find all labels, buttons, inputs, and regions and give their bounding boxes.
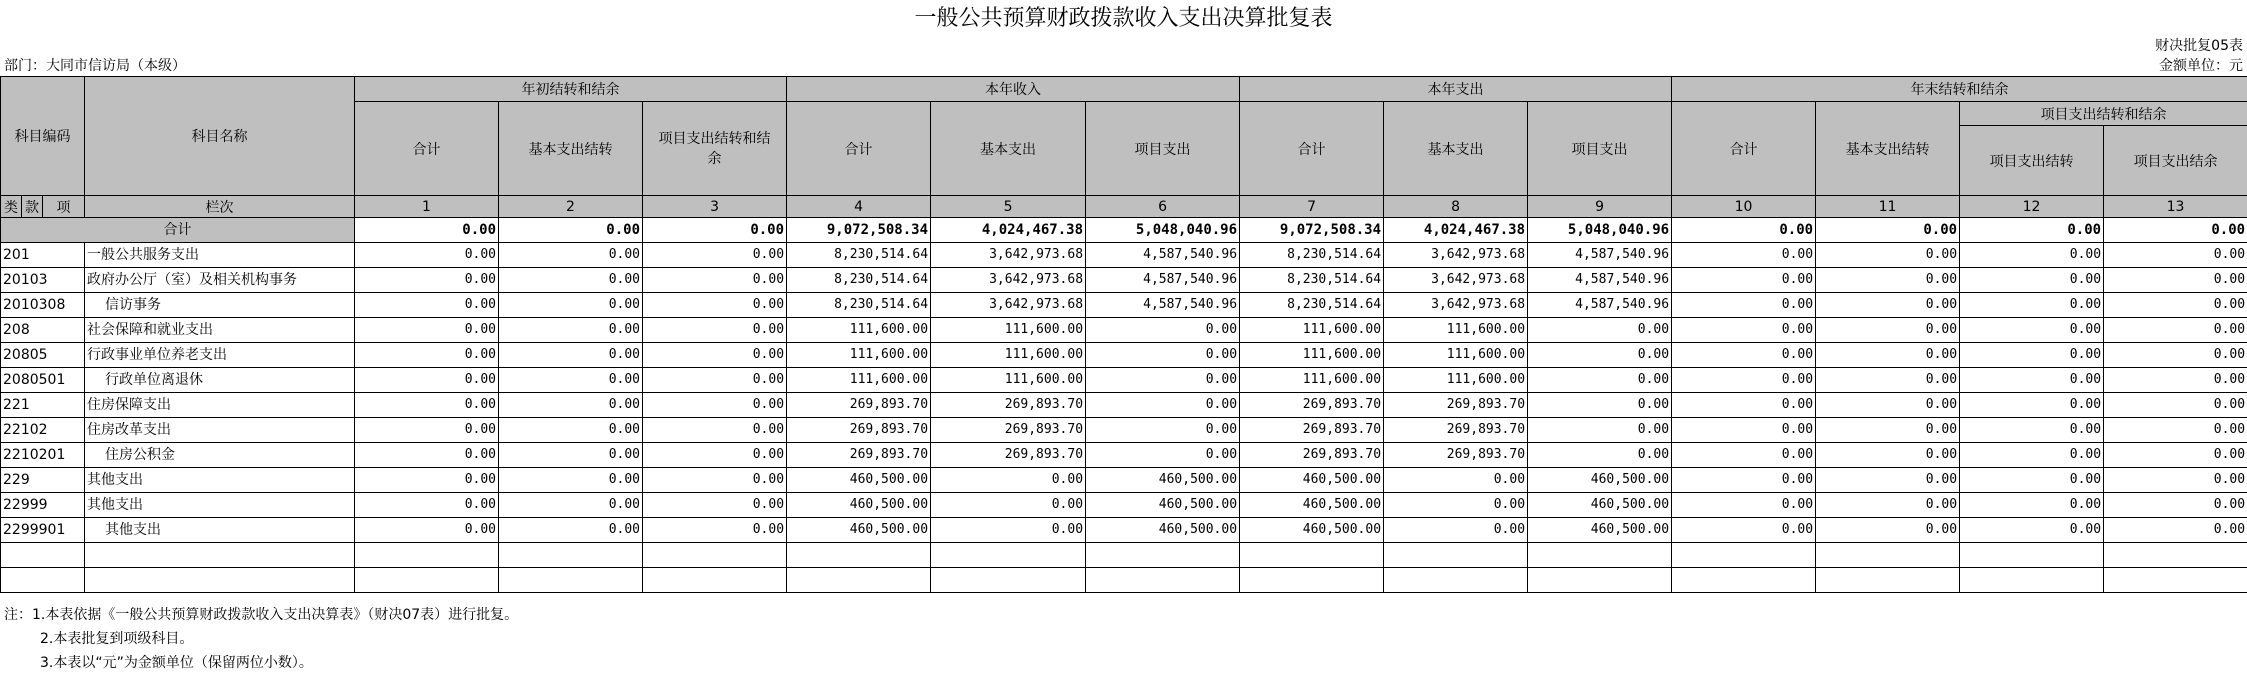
subject-name-cell[interactable]: 其他支出: [85, 493, 355, 518]
amount-cell[interactable]: 460,500.00: [1240, 468, 1384, 493]
amount-cell[interactable]: 0.00: [643, 443, 787, 468]
subject-name-cell[interactable]: 社会保障和就业支出: [85, 318, 355, 343]
amount-cell[interactable]: 0.00: [1960, 243, 2104, 268]
empty-cell[interactable]: [1240, 543, 1384, 568]
empty-cell[interactable]: [2104, 543, 2247, 568]
header-subject-name: 科目名称: [85, 77, 355, 196]
amount-cell[interactable]: 0.00: [499, 518, 643, 543]
note-3: 3.本表以“元”为金额单位（保留两位小数）。: [40, 655, 313, 671]
department-label: 部门：大同市信访局（本级）: [4, 58, 186, 74]
amount-cell[interactable]: 3,642,973.68: [1384, 268, 1528, 293]
header-current-expense: 本年支出: [1240, 77, 1672, 102]
amount-cell[interactable]: 0.00: [1672, 493, 1816, 518]
empty-cell[interactable]: [931, 543, 1086, 568]
total-cell[interactable]: 9,072,508.34: [787, 218, 931, 243]
column-number: 7: [1240, 196, 1384, 218]
amount-cell[interactable]: 460,500.00: [787, 468, 931, 493]
page-title: 一般公共预算财政拨款收入支出决算批复表: [914, 6, 1333, 31]
empty-cell[interactable]: [643, 568, 787, 593]
amount-cell[interactable]: 0.00: [1086, 368, 1240, 393]
subject-code-cell[interactable]: 2210201: [1, 443, 85, 468]
amount-cell[interactable]: 111,600.00: [931, 368, 1086, 393]
header-col-13: 项目支出结余: [2104, 126, 2247, 196]
amount-cell[interactable]: 0.00: [1528, 368, 1672, 393]
amount-cell[interactable]: 0.00: [1672, 293, 1816, 318]
amount-cell[interactable]: 0.00: [1816, 318, 1960, 343]
amount-cell[interactable]: 0.00: [643, 493, 787, 518]
amount-cell[interactable]: 0.00: [1672, 318, 1816, 343]
amount-cell[interactable]: 0.00: [2104, 418, 2247, 443]
subject-name-cell[interactable]: 信访事务: [85, 293, 355, 318]
amount-cell[interactable]: 0.00: [1528, 343, 1672, 368]
unit-label: 金额单位：元: [2159, 58, 2243, 74]
amount-cell[interactable]: 0.00: [1384, 518, 1528, 543]
amount-cell[interactable]: 460,500.00: [1240, 518, 1384, 543]
amount-cell[interactable]: 0.00: [1960, 393, 2104, 418]
total-cell[interactable]: 0.00: [355, 218, 499, 243]
amount-cell[interactable]: 111,600.00: [931, 343, 1086, 368]
empty-cell[interactable]: [931, 568, 1086, 593]
header-item: 项: [43, 196, 85, 218]
amount-cell[interactable]: 0.00: [931, 493, 1086, 518]
subject-name-cell[interactable]: 住房保障支出: [85, 393, 355, 418]
total-cell[interactable]: 5,048,040.96: [1086, 218, 1240, 243]
amount-cell[interactable]: 0.00: [1528, 443, 1672, 468]
subject-code-cell[interactable]: 208: [1, 318, 85, 343]
table-row: [1, 318, 2247, 343]
amount-cell[interactable]: 0.00: [643, 393, 787, 418]
subject-code-cell[interactable]: 2010308: [1, 293, 85, 318]
amount-cell[interactable]: 4,587,540.96: [1086, 268, 1240, 293]
amount-cell[interactable]: 0.00: [499, 418, 643, 443]
amount-cell[interactable]: 0.00: [1528, 318, 1672, 343]
empty-cell[interactable]: [499, 543, 643, 568]
empty-cell[interactable]: [85, 568, 355, 593]
amount-cell[interactable]: 3,642,973.68: [931, 268, 1086, 293]
amount-cell[interactable]: 0.00: [1960, 443, 2104, 468]
amount-cell[interactable]: 460,500.00: [1240, 493, 1384, 518]
column-number: 4: [787, 196, 931, 218]
subject-code-cell[interactable]: 20805: [1, 343, 85, 368]
header-current-income: 本年收入: [787, 77, 1240, 102]
column-number: 1: [355, 196, 499, 218]
table-row: [1, 268, 2247, 293]
total-cell[interactable]: 9,072,508.34: [1240, 218, 1384, 243]
header-col-6: 项目支出: [1086, 102, 1240, 196]
amount-cell[interactable]: 3,642,973.68: [1384, 243, 1528, 268]
table-row: [1, 443, 2247, 468]
amount-cell[interactable]: 269,893.70: [787, 393, 931, 418]
form-number: 财决批复05表: [2155, 38, 2243, 54]
column-number: 6: [1086, 196, 1240, 218]
amount-cell[interactable]: 0.00: [2104, 243, 2247, 268]
amount-cell[interactable]: 0.00: [499, 443, 643, 468]
header-subject-code: 科目编码: [1, 77, 85, 196]
subject-name-cell[interactable]: 住房改革支出: [85, 418, 355, 443]
amount-cell[interactable]: 111,600.00: [1240, 318, 1384, 343]
column-number: 8: [1384, 196, 1528, 218]
empty-cell[interactable]: [1528, 543, 1672, 568]
amount-cell[interactable]: 0.00: [1816, 493, 1960, 518]
amount-cell[interactable]: 0.00: [1672, 343, 1816, 368]
empty-cell[interactable]: [1240, 568, 1384, 593]
amount-cell[interactable]: 0.00: [2104, 318, 2247, 343]
total-cell[interactable]: 4,024,467.38: [1384, 218, 1528, 243]
amount-cell[interactable]: 269,893.70: [1240, 443, 1384, 468]
amount-cell[interactable]: 8,230,514.64: [787, 268, 931, 293]
amount-cell[interactable]: 3,642,973.68: [931, 293, 1086, 318]
header-col-10: 合计: [1672, 102, 1816, 196]
approval-table: [0, 76, 2247, 593]
subject-name-cell[interactable]: 其他支出: [85, 468, 355, 493]
amount-cell[interactable]: 0.00: [1816, 268, 1960, 293]
empty-cell[interactable]: [1086, 543, 1240, 568]
table-row: [1, 493, 2247, 518]
amount-cell[interactable]: 0.00: [1960, 518, 2104, 543]
amount-cell[interactable]: 8,230,514.64: [787, 243, 931, 268]
header-class: 类: [1, 196, 22, 218]
subject-name-cell[interactable]: 行政单位离退休: [85, 368, 355, 393]
notes: [4, 603, 518, 675]
subject-code-cell[interactable]: 229: [1, 468, 85, 493]
amount-cell[interactable]: 0.00: [1528, 418, 1672, 443]
subject-name-cell[interactable]: 政府办公厅（室）及相关机构事务: [85, 268, 355, 293]
amount-cell[interactable]: 0.00: [643, 243, 787, 268]
amount-cell[interactable]: 0.00: [355, 293, 499, 318]
amount-cell[interactable]: 269,893.70: [1384, 418, 1528, 443]
amount-cell[interactable]: 0.00: [1816, 468, 1960, 493]
amount-cell[interactable]: 460,500.00: [1528, 468, 1672, 493]
amount-cell[interactable]: 0.00: [2104, 518, 2247, 543]
amount-cell[interactable]: 8,230,514.64: [1240, 243, 1384, 268]
amount-cell[interactable]: 0.00: [1528, 393, 1672, 418]
amount-cell[interactable]: 0.00: [1816, 443, 1960, 468]
amount-cell[interactable]: 111,600.00: [1240, 343, 1384, 368]
total-cell[interactable]: 0.00: [1672, 218, 1816, 243]
amount-cell[interactable]: 269,893.70: [787, 443, 931, 468]
table-row: [1, 368, 2247, 393]
header-col-4: 合计: [787, 102, 931, 196]
amount-cell[interactable]: 0.00: [1672, 368, 1816, 393]
amount-cell[interactable]: 0.00: [1672, 393, 1816, 418]
amount-cell[interactable]: 4,587,540.96: [1528, 293, 1672, 318]
amount-cell[interactable]: 0.00: [1086, 443, 1240, 468]
column-number: 9: [1528, 196, 1672, 218]
empty-cell[interactable]: [1960, 568, 2104, 593]
amount-cell[interactable]: 0.00: [499, 268, 643, 293]
amount-cell[interactable]: 111,600.00: [787, 318, 931, 343]
subject-code-cell[interactable]: 22999: [1, 493, 85, 518]
amount-cell[interactable]: 0.00: [355, 368, 499, 393]
column-number: 5: [931, 196, 1086, 218]
amount-cell[interactable]: 269,893.70: [1240, 418, 1384, 443]
subject-code-cell[interactable]: 20103: [1, 268, 85, 293]
amount-cell[interactable]: 0.00: [355, 418, 499, 443]
total-cell[interactable]: 0.00: [2104, 218, 2247, 243]
amount-cell[interactable]: 0.00: [2104, 493, 2247, 518]
amount-cell[interactable]: 8,230,514.64: [1240, 268, 1384, 293]
amount-cell[interactable]: 0.00: [2104, 393, 2247, 418]
total-cell[interactable]: 0.00: [499, 218, 643, 243]
subject-code-cell[interactable]: 201: [1, 243, 85, 268]
amount-cell[interactable]: 3,642,973.68: [931, 243, 1086, 268]
amount-cell[interactable]: 0.00: [499, 293, 643, 318]
amount-cell[interactable]: 0.00: [643, 268, 787, 293]
amount-cell[interactable]: 269,893.70: [1384, 393, 1528, 418]
amount-cell[interactable]: 0.00: [1086, 318, 1240, 343]
empty-cell[interactable]: [355, 543, 499, 568]
amount-cell[interactable]: 0.00: [1960, 293, 2104, 318]
amount-cell[interactable]: 0.00: [1960, 318, 2104, 343]
header-col-12: 项目支出结转: [1960, 126, 2104, 196]
column-number: 3: [643, 196, 787, 218]
total-row: [1, 218, 2247, 243]
amount-cell[interactable]: 0.00: [931, 468, 1086, 493]
empty-cell[interactable]: [499, 568, 643, 593]
empty-cell[interactable]: [1384, 568, 1528, 593]
header-col-1: 合计: [355, 102, 499, 196]
amount-cell[interactable]: 0.00: [1960, 493, 2104, 518]
header-column-label: 栏次: [85, 196, 355, 218]
amount-cell[interactable]: 0.00: [499, 243, 643, 268]
amount-cell[interactable]: 0.00: [1384, 468, 1528, 493]
amount-cell[interactable]: 0.00: [355, 443, 499, 468]
amount-cell[interactable]: 0.00: [1960, 343, 2104, 368]
amount-cell[interactable]: 0.00: [2104, 368, 2247, 393]
amount-cell[interactable]: 269,893.70: [1384, 443, 1528, 468]
amount-cell[interactable]: 0.00: [1816, 518, 1960, 543]
amount-cell[interactable]: 0.00: [2104, 268, 2247, 293]
header-col-2: 基本支出结转: [499, 102, 643, 196]
amount-cell[interactable]: 4,587,540.96: [1528, 268, 1672, 293]
amount-cell[interactable]: 0.00: [499, 393, 643, 418]
amount-cell[interactable]: 0.00: [643, 518, 787, 543]
total-cell[interactable]: 0.00: [1960, 218, 2104, 243]
amount-cell[interactable]: 111,600.00: [1240, 368, 1384, 393]
empty-cell[interactable]: [643, 543, 787, 568]
amount-cell[interactable]: 0.00: [1960, 468, 2104, 493]
empty-cell[interactable]: [1086, 568, 1240, 593]
amount-cell[interactable]: 460,500.00: [787, 493, 931, 518]
empty-row: [1, 568, 2247, 593]
subject-code-cell[interactable]: 22102: [1, 418, 85, 443]
amount-cell[interactable]: 0.00: [499, 468, 643, 493]
header-col-3: 项目支出结转和结余: [643, 102, 787, 196]
table-row: [1, 393, 2247, 418]
table-body: [1, 218, 2247, 593]
amount-cell[interactable]: 0.00: [355, 318, 499, 343]
amount-cell[interactable]: 0.00: [2104, 468, 2247, 493]
amount-cell[interactable]: 0.00: [931, 518, 1086, 543]
table-row: [1, 518, 2247, 543]
amount-cell[interactable]: 0.00: [643, 468, 787, 493]
subject-code-cell[interactable]: 221: [1, 393, 85, 418]
empty-cell[interactable]: [1960, 543, 2104, 568]
header-col-8: 基本支出: [1384, 102, 1528, 196]
amount-cell[interactable]: 4,587,540.96: [1086, 243, 1240, 268]
note-2: 2.本表批复到项级科目。: [40, 631, 194, 647]
column-number: 11: [1816, 196, 1960, 218]
amount-cell[interactable]: 0.00: [355, 268, 499, 293]
subject-name-cell[interactable]: 其他支出: [85, 518, 355, 543]
header-begin-balance: 年初结转和结余: [355, 77, 787, 102]
amount-cell[interactable]: 0.00: [643, 318, 787, 343]
amount-cell[interactable]: 111,600.00: [1384, 343, 1528, 368]
amount-cell[interactable]: 0.00: [2104, 343, 2247, 368]
amount-cell[interactable]: 0.00: [643, 343, 787, 368]
amount-cell[interactable]: 460,500.00: [1528, 493, 1672, 518]
amount-cell[interactable]: 269,893.70: [931, 418, 1086, 443]
amount-cell[interactable]: 0.00: [643, 368, 787, 393]
amount-cell[interactable]: 460,500.00: [1086, 468, 1240, 493]
amount-cell[interactable]: 0.00: [499, 318, 643, 343]
empty-cell[interactable]: [1384, 543, 1528, 568]
amount-cell[interactable]: 111,600.00: [1384, 318, 1528, 343]
amount-cell[interactable]: 0.00: [1960, 268, 2104, 293]
amount-cell[interactable]: 111,600.00: [931, 318, 1086, 343]
table-row: [1, 468, 2247, 493]
amount-cell[interactable]: 0.00: [355, 493, 499, 518]
amount-cell[interactable]: 0.00: [355, 518, 499, 543]
amount-cell[interactable]: 269,893.70: [1240, 393, 1384, 418]
amount-cell[interactable]: 0.00: [355, 343, 499, 368]
amount-cell[interactable]: 269,893.70: [931, 443, 1086, 468]
header-col-11: 基本支出结转: [1816, 102, 1960, 196]
amount-cell[interactable]: 0.00: [2104, 293, 2247, 318]
total-cell[interactable]: 4,024,467.38: [931, 218, 1086, 243]
amount-cell[interactable]: 111,600.00: [1384, 368, 1528, 393]
amount-cell[interactable]: 0.00: [1086, 343, 1240, 368]
amount-cell[interactable]: 0.00: [355, 393, 499, 418]
column-number: 10: [1672, 196, 1816, 218]
empty-cell[interactable]: [1528, 568, 1672, 593]
empty-cell[interactable]: [1816, 543, 1960, 568]
header-project-end-balance: 项目支出结转和结余: [1960, 102, 2247, 126]
amount-cell[interactable]: 3,642,973.68: [1384, 293, 1528, 318]
column-number: 2: [499, 196, 643, 218]
amount-cell[interactable]: 0.00: [1816, 393, 1960, 418]
total-cell[interactable]: 0.00: [1816, 218, 1960, 243]
amount-cell[interactable]: 0.00: [499, 493, 643, 518]
amount-cell[interactable]: 4,587,540.96: [1086, 293, 1240, 318]
amount-cell[interactable]: 0.00: [1816, 293, 1960, 318]
amount-cell[interactable]: 460,500.00: [787, 518, 931, 543]
amount-cell[interactable]: 0.00: [1816, 343, 1960, 368]
amount-cell[interactable]: 0.00: [2104, 443, 2247, 468]
amount-cell[interactable]: 0.00: [499, 368, 643, 393]
amount-cell[interactable]: 0.00: [1816, 243, 1960, 268]
total-label: 合计: [1, 218, 355, 243]
table-row: [1, 293, 2247, 318]
header-col-9: 项目支出: [1528, 102, 1672, 196]
amount-cell[interactable]: 111,600.00: [787, 368, 931, 393]
empty-cell[interactable]: [787, 543, 931, 568]
amount-cell[interactable]: 0.00: [1672, 518, 1816, 543]
empty-cell[interactable]: [787, 568, 931, 593]
header-col-7: 合计: [1240, 102, 1384, 196]
amount-cell[interactable]: 0.00: [1086, 418, 1240, 443]
amount-cell[interactable]: 0.00: [1672, 243, 1816, 268]
amount-cell[interactable]: 460,500.00: [1528, 518, 1672, 543]
note-1: 注：1.本表依据《一般公共预算财政拨款收入支出决算表》（财决07表）进行批复。: [4, 607, 519, 623]
amount-cell[interactable]: 0.00: [1672, 268, 1816, 293]
amount-cell[interactable]: 0.00: [1672, 468, 1816, 493]
empty-cell[interactable]: [355, 568, 499, 593]
amount-cell[interactable]: 0.00: [1816, 418, 1960, 443]
empty-cell[interactable]: [1, 568, 85, 593]
empty-cell[interactable]: [1, 543, 85, 568]
amount-cell[interactable]: 0.00: [499, 343, 643, 368]
subject-name-cell[interactable]: 住房公积金: [85, 443, 355, 468]
total-cell[interactable]: 0.00: [643, 218, 787, 243]
amount-cell[interactable]: 0.00: [1960, 418, 2104, 443]
amount-cell[interactable]: 460,500.00: [1086, 518, 1240, 543]
amount-cell[interactable]: 0.00: [355, 243, 499, 268]
column-number: 12: [1960, 196, 2104, 218]
header-end-balance: 年末结转和结余: [1672, 77, 2247, 102]
amount-cell[interactable]: 0.00: [1816, 368, 1960, 393]
amount-cell[interactable]: 269,893.70: [931, 393, 1086, 418]
empty-row: [1, 543, 2247, 568]
subject-name-cell[interactable]: 一般公共服务支出: [85, 243, 355, 268]
header-section: 款: [22, 196, 43, 218]
table-row: [1, 418, 2247, 443]
amount-cell[interactable]: 0.00: [1384, 493, 1528, 518]
amount-cell[interactable]: 8,230,514.64: [787, 293, 931, 318]
empty-cell[interactable]: [85, 543, 355, 568]
amount-cell[interactable]: 8,230,514.64: [1240, 293, 1384, 318]
subject-name-cell[interactable]: 行政事业单位养老支出: [85, 343, 355, 368]
empty-cell[interactable]: [1672, 568, 1816, 593]
table-row: [1, 343, 2247, 368]
amount-cell[interactable]: 0.00: [643, 418, 787, 443]
table-row: [1, 243, 2247, 268]
empty-cell[interactable]: [1672, 543, 1816, 568]
column-number: 13: [2104, 196, 2247, 218]
amount-cell[interactable]: 269,893.70: [787, 418, 931, 443]
amount-cell[interactable]: 0.00: [355, 468, 499, 493]
amount-cell[interactable]: 460,500.00: [1086, 493, 1240, 518]
amount-cell[interactable]: 4,587,540.96: [1528, 243, 1672, 268]
amount-cell[interactable]: 0.00: [1672, 418, 1816, 443]
total-cell[interactable]: 5,048,040.96: [1528, 218, 1672, 243]
empty-cell[interactable]: [1816, 568, 1960, 593]
header-col-5: 基本支出: [931, 102, 1086, 196]
amount-cell[interactable]: 0.00: [643, 293, 787, 318]
amount-cell[interactable]: 0.00: [1672, 443, 1816, 468]
amount-cell[interactable]: 111,600.00: [787, 343, 931, 368]
subject-code-cell[interactable]: 2299901: [1, 518, 85, 543]
subject-code-cell[interactable]: 2080501: [1, 368, 85, 393]
amount-cell[interactable]: 0.00: [1960, 368, 2104, 393]
empty-cell[interactable]: [2104, 568, 2247, 593]
amount-cell[interactable]: 0.00: [1086, 393, 1240, 418]
